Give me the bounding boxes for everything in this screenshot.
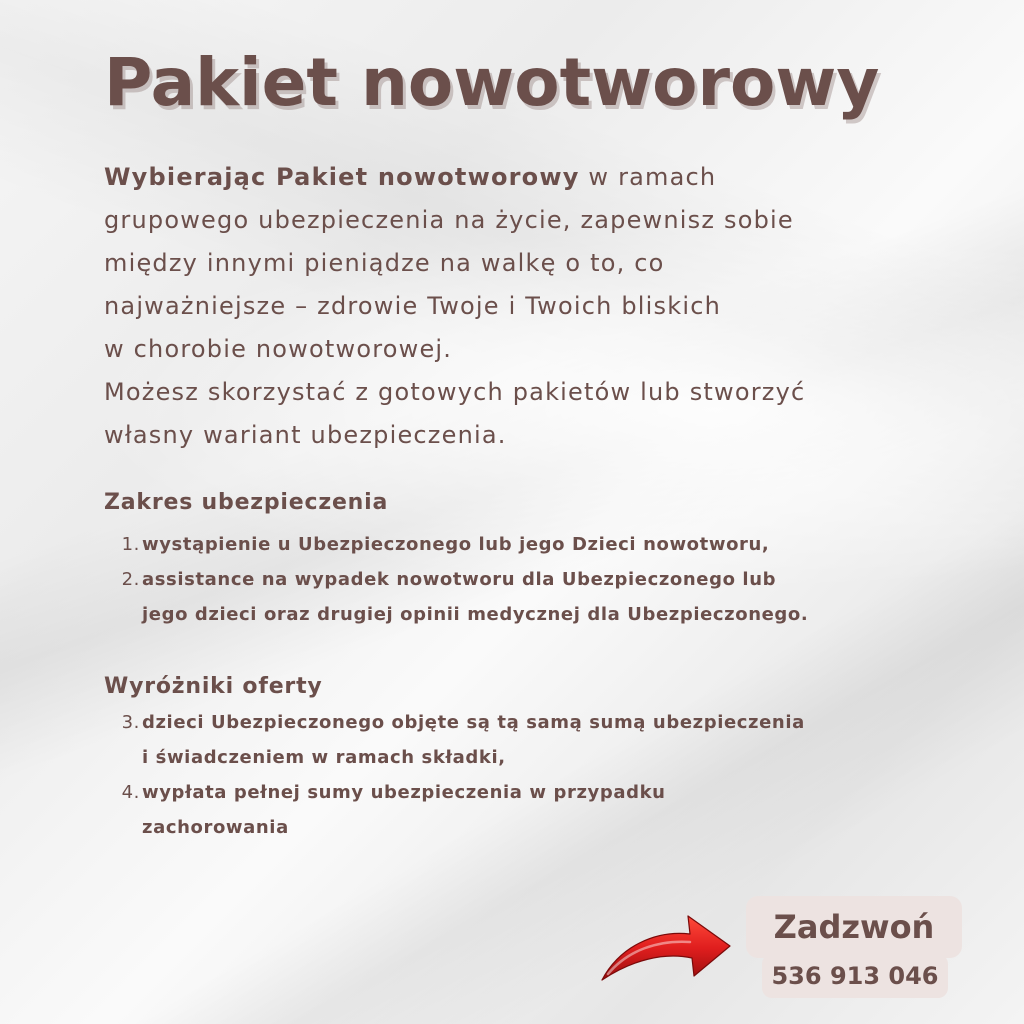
list-item-line: assistance na wypadek nowotworu dla Ubezpieczonego lub (142, 569, 777, 590)
intro-line (104, 156, 934, 199)
page-title: Pakiet nowotworowy (104, 44, 880, 121)
list-item (104, 705, 964, 775)
list-item-line: zachorowania (142, 817, 289, 838)
red-curved-arrow-icon (598, 910, 734, 986)
list-item-text (142, 562, 808, 632)
list-item-text (142, 775, 666, 845)
list-item-number: 4. (121, 782, 140, 803)
section-heading-coverage: Zakres ubezpieczenia (104, 490, 389, 515)
list-item-number: 3. (121, 712, 140, 733)
intro-line: własny wariant ubezpieczenia. (104, 421, 507, 449)
section-heading-highlights: Wyróżniki oferty (104, 674, 323, 699)
list-item (104, 562, 964, 632)
list-item-line: wystąpienie u Ubezpieczonego lub jego Dzieci nowotworu, (142, 534, 770, 555)
list-item-line: dzieci Ubezpieczonego objęte są tą samą sumą ubezpieczenia (142, 712, 805, 733)
list-item (104, 527, 964, 562)
intro-bold-text: Wybierając Pakiet nowotworowy (104, 163, 580, 191)
intro-line: grupowego ubezpieczenia na życie, zapewnisz sobie (104, 206, 794, 234)
intro-line: najważniejsze – zdrowie Twoje i Twoich bliskich (104, 292, 722, 320)
list-item-line: wypłata pełnej sumy ubezpieczenia w przypadku (142, 782, 666, 803)
phone-number[interactable] (762, 954, 948, 998)
list-item-line: jego dzieci oraz drugiej opinii medycznej dla Ubezpieczonego. (142, 604, 809, 625)
call-button[interactable] (746, 896, 962, 958)
intro-line: między innymi pieniądze na walkę o to, co (104, 249, 665, 277)
call-button-label: Zadzwoń (773, 908, 935, 946)
intro-line: w chorobie nowotworowej. (104, 335, 453, 363)
list-item-number: 2. (121, 569, 140, 590)
intro-text: w ramach (579, 163, 717, 191)
list-item (104, 775, 964, 845)
intro-line: Możesz skorzystać z gotowych pakietów lub stworzyć (104, 378, 806, 406)
list-item-text (142, 705, 805, 775)
list-item-text (142, 527, 769, 562)
phone-number-text: 536 913 046 (771, 962, 939, 990)
coverage-list (104, 527, 964, 632)
list-item-number: 1. (121, 534, 140, 555)
intro-paragraph (104, 156, 934, 457)
highlights-list (104, 705, 964, 845)
list-item-line: i świadczeniem w ramach składki, (142, 747, 506, 768)
